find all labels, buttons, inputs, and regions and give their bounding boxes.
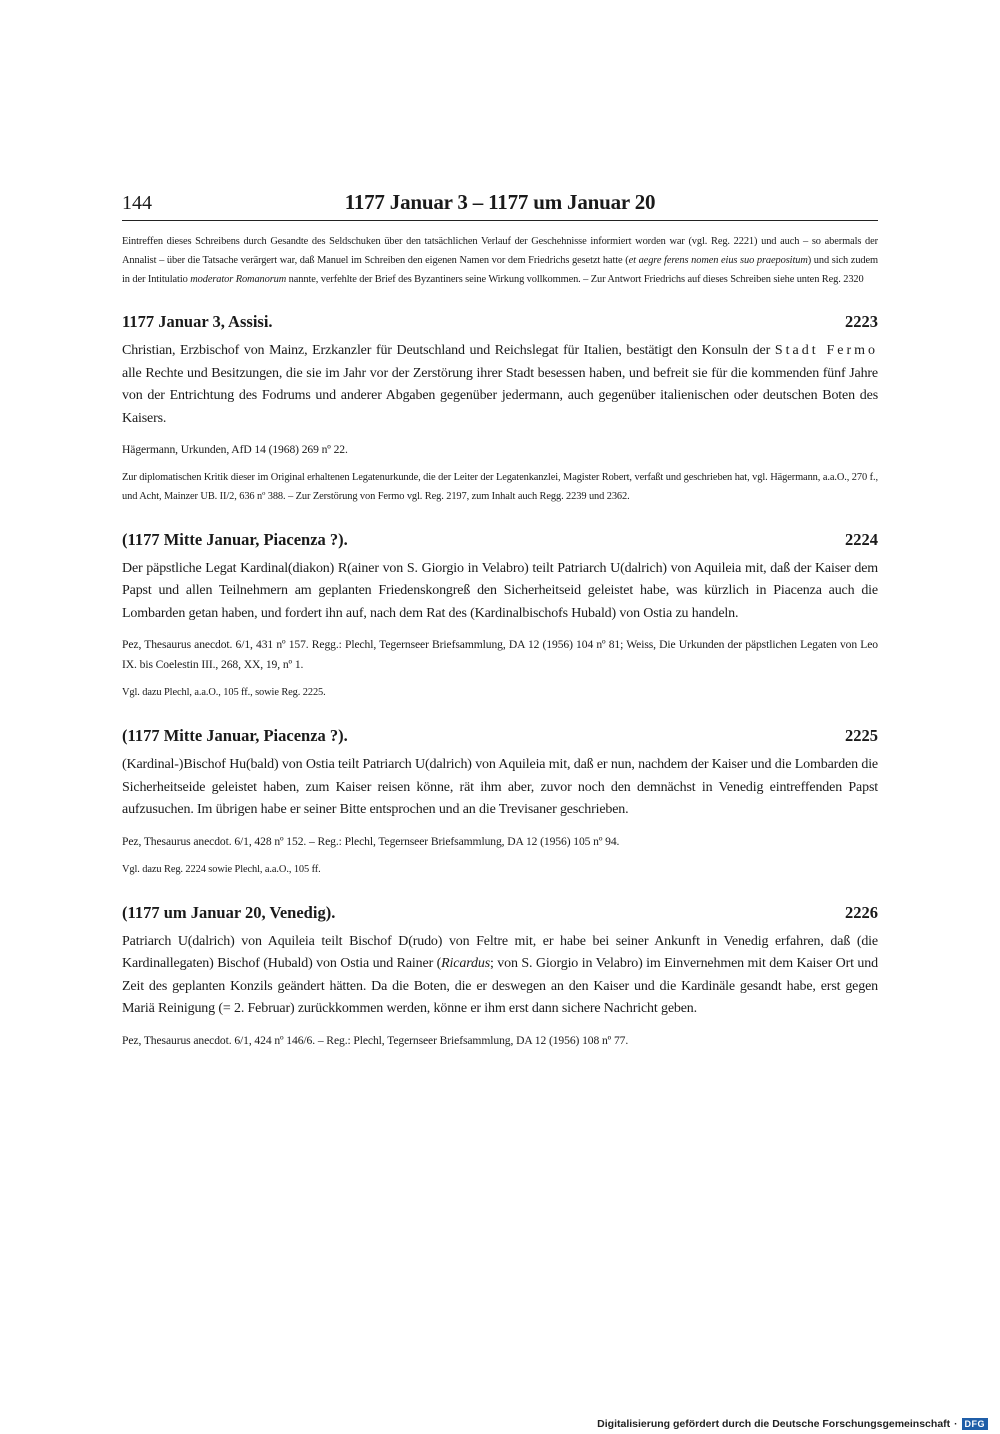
entry-source: Hägermann, Urkunden, AfD 14 (1968) 269 nº 22. — [122, 443, 348, 457]
footer-text: Digitalisierung gefördert durch die Deutsche Forschungsgemeinschaft — [597, 1418, 951, 1430]
entry-source: Pez, Thesaurus anecdot. 6/1, 424 nº 146/6. – Reg.: Plechl, Tegernseer Briefsammlung, DA 12 (1956) 108 nº 77. — [122, 1033, 629, 1047]
entry-summary: (Kardinal-)Bischof Hu(bald) von Ostia teilt Patriarch U(dalrich) von Aquileia mit, daß er nun, nachdem der Kaiser und die Lombarden die Sicherheitseide geleistet haben, zum Kaiser reisen könne, rät ihm aber, zuvor noch den demnächst in Venedig eintreffenden Papst aufzusuchen. Im übrigen habe er seiner Bitte entsprochen und an die Trevisaner geschrieben. — [122, 757, 878, 818]
entry-heading — [122, 311, 878, 333]
entry-heading — [122, 529, 878, 551]
document-page — [122, 190, 878, 1051]
entry-summary: Der päpstliche Legat Kardinal(diakon) R(ainer von S. Giorgio in Velabro) teilt Patriarch U(dalrich) von Aquileia mit, daß der Kaiser dem Papst und allen Teilnehmern am geplanten Friedenskongreß den Sicherheitseid geleistet habe, was kürzlich in Piacenza auch die Lombarden getan haben, und fordert ihn auf, nach dem Rat des (Kardinalbischofs Hubald) von Ostia zu handeln. — [122, 560, 878, 621]
regest-entry-2223 — [122, 311, 878, 507]
regest-entry-2224 — [122, 529, 878, 703]
entry-comment: Vgl. dazu Plechl, a.a.O., 105 ff., sowie Reg. 2225. — [122, 687, 326, 699]
entry-date-place: 1177 Januar 3, Assisi. — [122, 312, 273, 332]
intro-note: Eintreffen dieses Schreibens durch Gesandte des Seldschuken über den tatsächlichen Verlauf der Geschehnisse informiert worden war (vgl. Reg. 2221) und auch – so abermals der Annalist – über die Tatsache verärgert war, daß Manuel im Schreiben den eigenen Namen vor dem Friedrichs gesetzt hatte (et aegre ferens nomen eius suo praepositum) und sich zudem in der Intitulatio moderator Romanorum nannte, verfehlte der Brief des Byzantiners seine Wirkung vollkommen. – Zur Antwort Friedrichs auf dieses Schreiben siehe unten Reg. 2320 — [122, 236, 878, 285]
entry-comment: Zur diplomatischen Kritik dieser im Original erhaltenen Legatenurkunde, die der Leiter der Legatenkanzlei, Magister Robert, verfaßt und geschrieben hat, vgl. Hägermann, a.a.O., 270 f., und Acht, Mainzer UB. II/2, 636 nº 388. – Zur Zerstörung von Fermo vgl. Reg. 2197, zum Inhalt auch Regg. 2239 und 2362. — [122, 472, 878, 503]
entry-source: Pez, Thesaurus anecdot. 6/1, 428 nº 152. – Reg.: Plechl, Tegernseer Briefsammlung, DA 12 (1956) 105 nº 94. — [122, 834, 620, 848]
running-head — [122, 190, 878, 221]
entry-number: 2225 — [845, 726, 878, 746]
entry-number: 2226 — [845, 902, 878, 922]
entry-heading — [122, 725, 878, 747]
regest-entry-2225 — [122, 725, 878, 879]
entry-heading — [122, 902, 878, 924]
entry-source: Pez, Thesaurus anecdot. 6/1, 431 nº 157. Regg.: Plechl, Tegernseer Briefsammlung, DA 12 (1956) 104 nº 81; Weiss, Die Urkunden der päpstlichen Legaten von Leo IX. bis Coelestin III., 268, XX, 19, nº 1. — [122, 638, 878, 672]
regest-entry-2226 — [122, 902, 878, 1051]
entry-number: 2224 — [845, 529, 878, 549]
entry-summary: Christian, Erzbischof von Mainz, Erzkanzler für Deutschland und Reichslegat für Italien, bestätigt den Konsuln der Stadt Fermo alle Rechte und Besitzungen, die sie im Jahr vor der Zerstörung ihrer Stadt besessen haben, und befreit sie für die kommenden fünf Jahre von der Entrichtung des Fodrums und anderer Abgaben gegenüber jedermann, auch gegenüber italienischen oder deutschen Boten des Kaisers. — [122, 343, 878, 426]
entry-date-place: (1177 um Januar 20, Venedig). — [122, 902, 336, 922]
digitization-footer — [597, 1418, 988, 1430]
dfg-logo: DFG — [962, 1418, 989, 1430]
footer-separator: · — [954, 1418, 958, 1430]
entry-summary: Patriarch U(dalrich) von Aquileia teilt Bischof D(rudo) von Feltre mit, er habe bei seiner Ankunft in Venedig erfahren, daß (die Kardinallegaten) Bischof (Hubald) von Ostia und Rainer (Ricardus; von S. Giorgio in Velabro) im Einvernehmen mit dem Kaiser Ort und Zeit des geplanten Konzils geändert hätten. Da die Boten, die er deswegen an den Kaiser und die Kardinäle gesandt habe, erst gegen Mariä Reinigung (= 2. Februar) zurückkommen werden, könne er ihm erst dann sichere Nachricht geben. — [122, 933, 878, 1017]
entry-number: 2223 — [845, 312, 878, 332]
entry-date-place: (1177 Mitte Januar, Piacenza ?). — [122, 726, 348, 746]
page-number: 144 — [122, 192, 152, 214]
running-title: 1177 Januar 3 – 1177 um Januar 20 — [344, 190, 656, 214]
entry-comment: Vgl. dazu Reg. 2224 sowie Plechl, a.a.O., 105 ff. — [122, 863, 321, 875]
entry-date-place: (1177 Mitte Januar, Piacenza ?). — [122, 529, 348, 549]
